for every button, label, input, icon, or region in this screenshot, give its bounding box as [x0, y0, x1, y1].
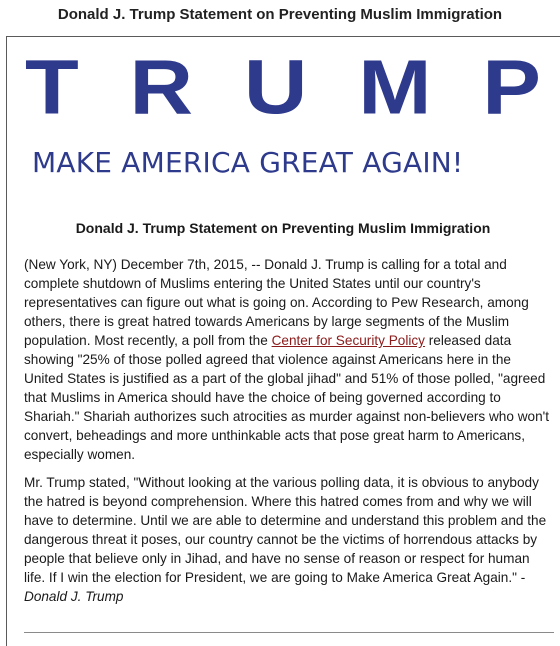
paragraph-text: released data showing "25% of those polled agreed that violence against Americans here in the United States is justified as a part of the global jihad" and 51% of those polled, "agreed that Muslims in America should have the choice of being governed according to Shariah." Shariah authorizes such atrocities as murder against non-believers who won't convert, beheadings and more unthinkable acts that pose great harm to Americans, especially women. [24, 333, 550, 462]
statement-paragraph-2 [24, 473, 554, 606]
signature: Donald J. Trump [24, 589, 124, 604]
paragraph-text: (New York, NY) December 7th, 2015, -- Donald J. Trump is calling for a total and complete shutdown of Muslims entering the United States until our country's representatives can figure out what is going on. According to Pew Research, among others, there is great hatred towards Americans by large segments of the Muslim population. Most recently, a poll from the [24, 257, 529, 348]
logo-letter: M [358, 43, 436, 131]
logo-letter: T [25, 43, 83, 131]
top-header [0, 0, 560, 36]
statement-paragraph-1 [24, 255, 554, 464]
logo-letter: P [482, 43, 545, 131]
page-title: Donald J. Trump Statement on Preventing Muslim Immigration [57, 6, 503, 23]
logo-letter: R [129, 43, 198, 131]
paragraph-text: Mr. Trump stated, "Without looking at the various polling data, it is obvious to anybody the hatred is beyond comprehension. Where this hatred comes from and why we will have to determine. Until we are able to determine and understand this problem and the dangerous threat it poses, our country cannot be the victims of horrendous attacks by people that believe only in Jihad, and have no sense of reason or respect for human life. If I win the election for President, we are going to Make America Great Again." - [24, 475, 547, 585]
bottom-divider [24, 632, 554, 633]
logo-letter: U [243, 43, 312, 131]
trump-logo [25, 43, 545, 131]
center-for-security-policy-link[interactable]: Center for Security Policy [271, 333, 425, 348]
campaign-slogan: MAKE AMERICA GREAT AGAIN! [32, 146, 464, 179]
statement-heading: Donald J. Trump Statement on Preventing Muslim Immigration [75, 220, 491, 236]
